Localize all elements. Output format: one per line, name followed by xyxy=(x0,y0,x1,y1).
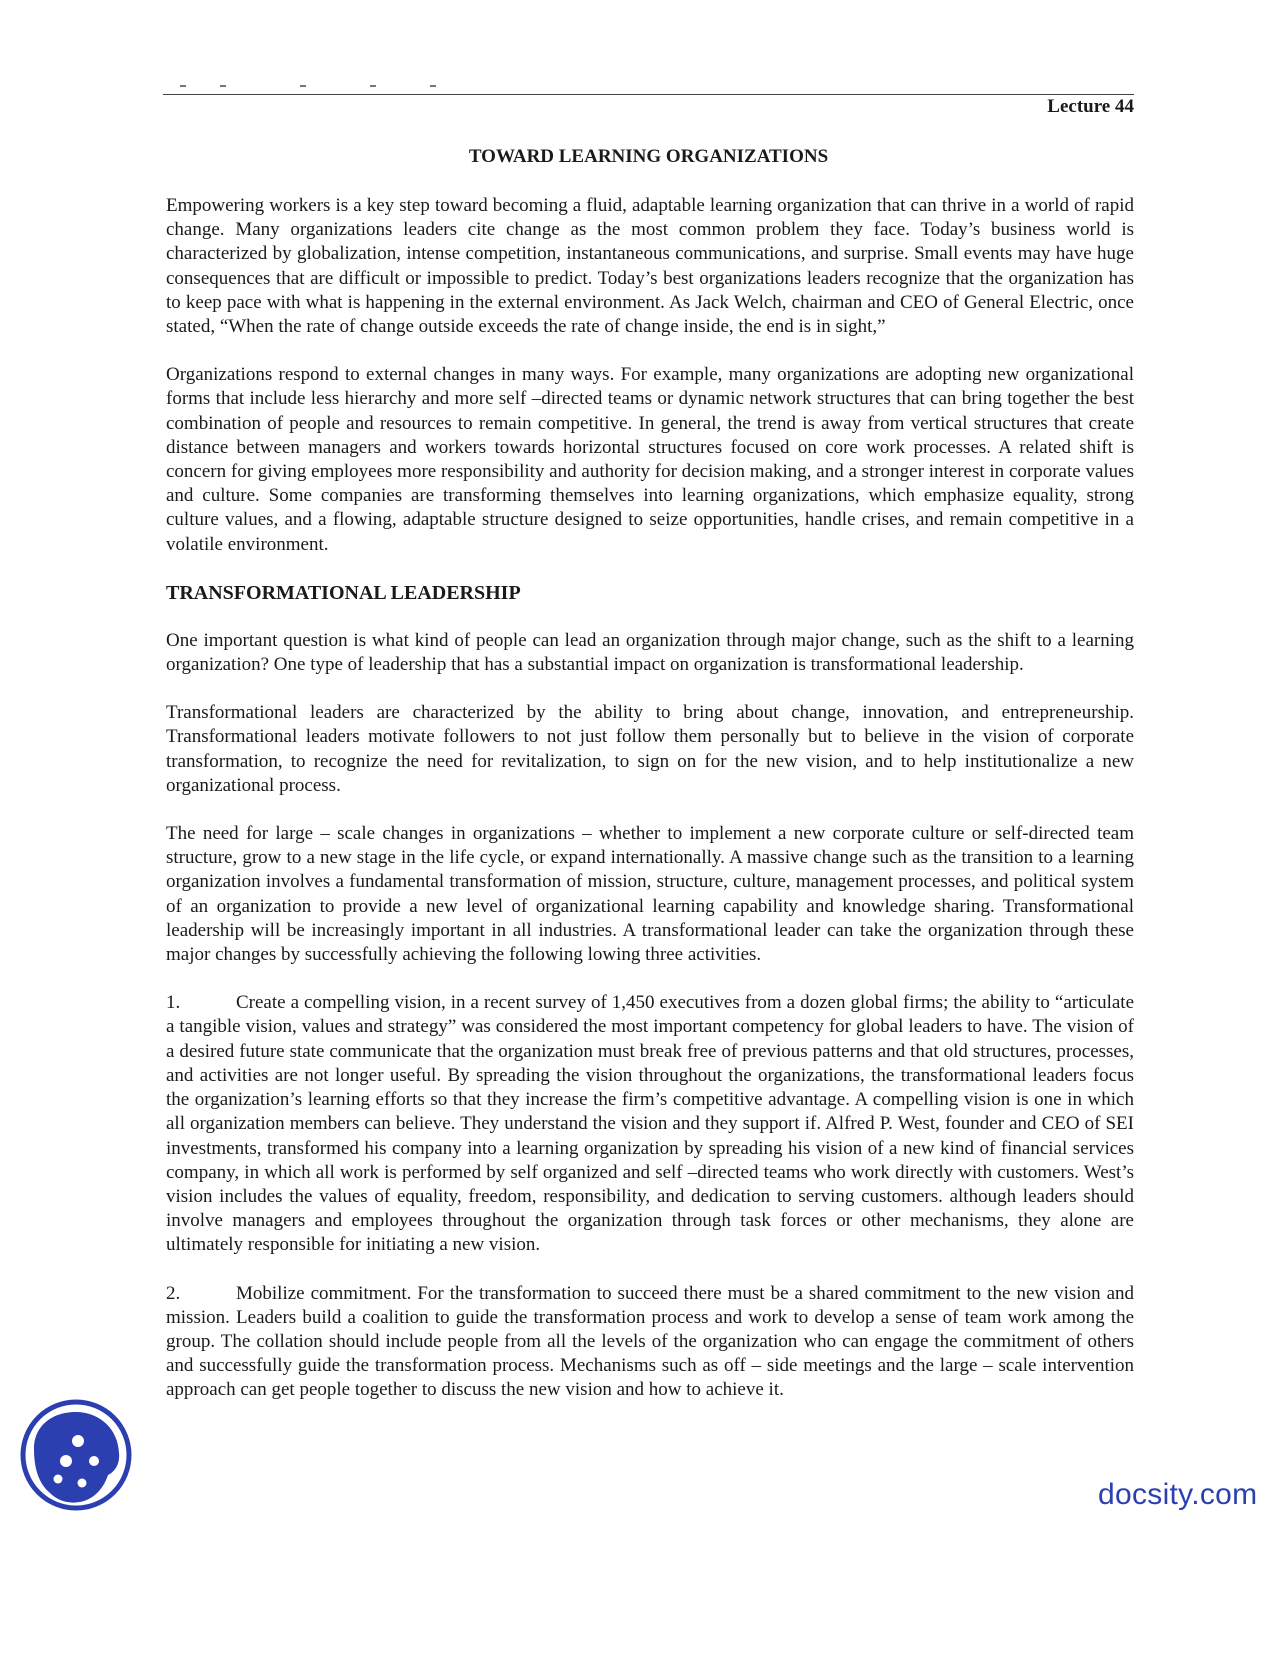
header-faint-text xyxy=(180,85,480,91)
list-item-text: Create a compelling vision, in a recent survey of 1,450 executives from a dozen global firms; the ability to “articulate a tangible vision, values and strategy” was considered the most important competency for global leaders to have. The vision of a desired future state communicate that the organization must break free of previous patterns and that old structures, processes, and activities are not longer useful. By spreading the vision throughout the organizations, the transformational leaders focus the organization’s learning efforts so that they increase the firm’s competitive advantage. A compelling vision is one in which all organization members can believe. They understand the vision and they support if. Alfred P. West, founder and CEO of SEI investments, transformed his company into a learning organization by spreading his vision of a new kind of financial services company, in which all work is performed by self organized and self –directed teams who work directly with customers. West’s vision includes the values of equality, freedom, responsibility, and dedication to serving customers. although leaders should involve managers and employees throughout the organization through task forces or other mechanisms, they alone are ultimately responsible for initiating a new vision. xyxy=(166,992,1134,1256)
paragraph-external-changes: Organizations respond to external changes in many ways. For example, many organizations are adopting new organizational forms that include less hierarchy and more self –directed teams or dynamic network structures that can bring together the best combination of people and resources to remain competitive. In general, the trend is away from vertical structures that create distance between managers and workers towards horizontal structures focused on core work processes. A related shift is concern for giving employees more responsibility and authority for decision making, and a stronger interest in corporate values and culture. Some companies are transforming themselves into learning organizations, which emphasize equality, strong culture values, and a flowing, adaptable structure designed to seize opportunities, handle crises, and remain competitive in a volatile environment. xyxy=(166,364,1134,555)
list-number: 1. xyxy=(166,992,181,1014)
page-title: TOWARD LEARNING ORGANIZATIONS xyxy=(468,146,829,167)
header-rule xyxy=(163,94,1134,95)
paragraph-important-question: One important question is what kind of people can lead an organization through major change, such as the shift to a learning organization? One type of leadership that has a substantial impact on organization is transformational leadership. xyxy=(166,629,1134,676)
paragraph-transformational-leaders: Transformational leaders are characterized by the ability to bring about change, innovation, and entrepreneurship. Transformational leaders motivate followers to not just follow them personally but to believe in the vision of corporate transformation, to recognize the need for revitalization, to sign on for the new vision, and to help institutionalize a new organizational process. xyxy=(166,702,1134,796)
list-item-text: Mobilize commitment. For the transformation to succeed there must be a shared commitment to the new vision and mission. Leaders build a coalition to guide the transformation process and work to develop a sense of team work among the group. The collation should include people from all the levels of the organization who can engage the commitment of others and successfully guide the transformation process. Mechanisms such as off – side meetings and the large – scale intervention approach can get people together to discuss the new vision and how to achieve it. xyxy=(166,1282,1134,1401)
list-item-commitment xyxy=(166,1282,1134,1403)
document-body xyxy=(166,194,1134,1427)
section-heading: TRANSFORMATIONAL LEADERSHIP xyxy=(166,581,521,604)
list-number: 2. xyxy=(166,1282,181,1304)
paragraph-intro: Empowering workers is a key step toward becoming a fluid, adaptable learning organization that can thrive in a world of rapid change. Many organizations leaders cite change as the most common problem they face. Today’s business world is characterized by globalization, intense competition, instantaneous communications, and surprise. Small events may have huge consequences that are difficult or impossible to predict. Today’s best organizations leaders recognize that the organization has to keep pace with what is happening in the external environment. As Jack Welch, chairman and CEO of General Electric, once stated, “When the rate of change outside exceeds the rate of change inside, the end is in sight,” xyxy=(166,195,1134,338)
docsity-brand-link[interactable]: docsity.com xyxy=(1098,1478,1258,1511)
list-item-vision xyxy=(166,991,1134,1257)
lecture-label: Lecture 44 xyxy=(1047,96,1134,117)
docsity-logo-icon[interactable] xyxy=(20,1399,132,1511)
paragraph-large-scale-changes: The need for large – scale changes in organizations – whether to implement a new corporate culture or self-directed team structure, grow to a new stage in the life cycle, or expand internationally. A massive change such as the transition to a learning organization involves a fundamental transformation of mission, structure, culture, management processes, and political system of an organization to provide a new level of organizational learning capability and knowledge sharing. Transformational leadership will be increasingly important in all industries. A transformational leader can take the organization through these major changes by successfully achieving the following lowing three activities. xyxy=(166,823,1134,966)
